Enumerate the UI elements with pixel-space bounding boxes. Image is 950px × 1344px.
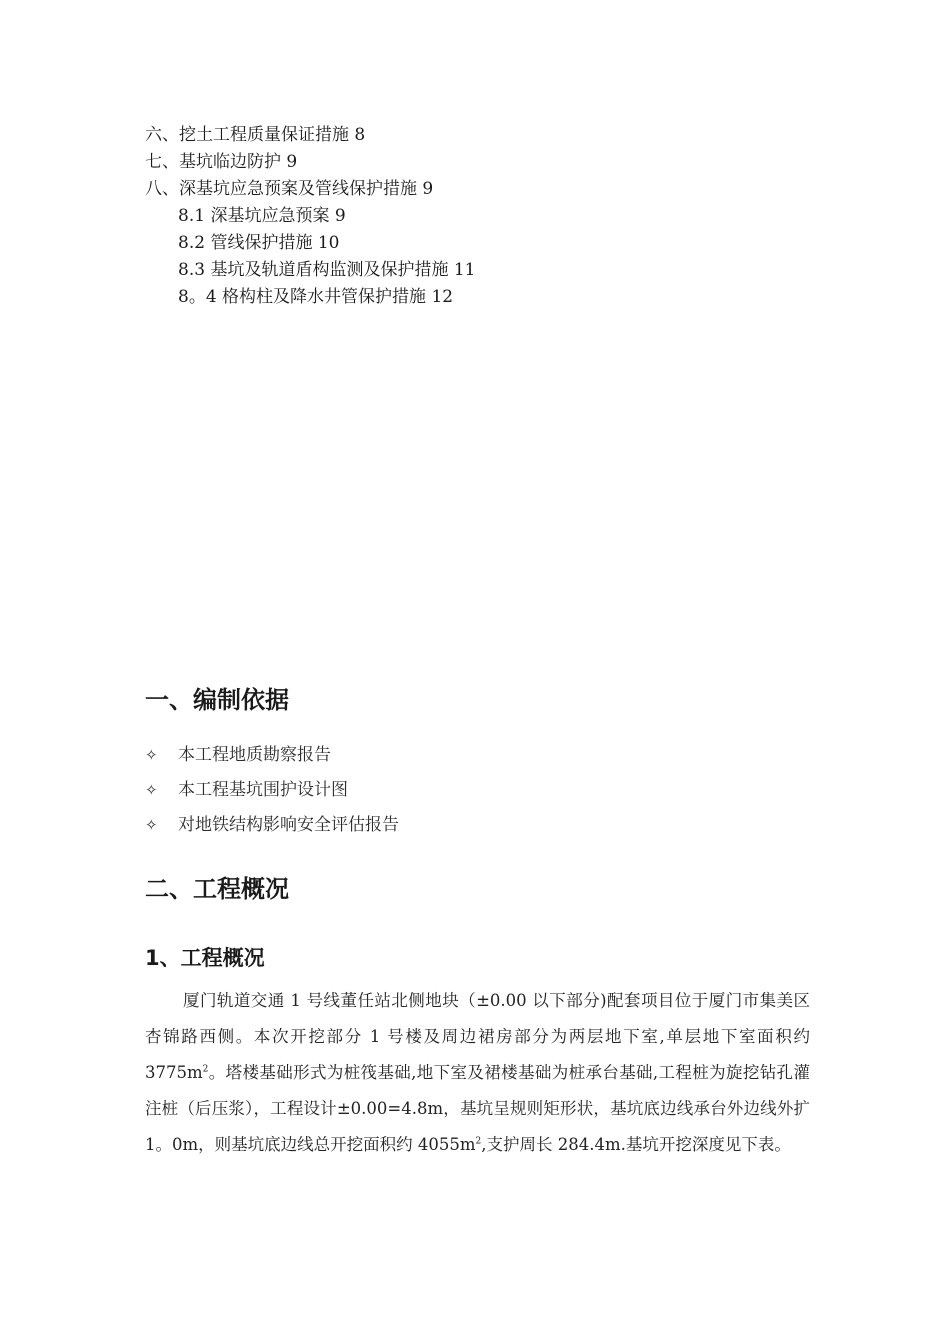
superscript: 2: [475, 1136, 482, 1147]
toc-subentry[interactable]: 8.2 管线保护措施 10: [178, 233, 340, 253]
subsection-heading-overview: 1、工程概况: [145, 946, 265, 970]
diamond-bullet-icon: ✧: [145, 816, 158, 834]
toc-subentry[interactable]: 8.3 基坑及轨道盾构监测及保护措施 11: [178, 260, 476, 280]
bullet-text: 本工程地质勘察报告: [178, 745, 331, 765]
toc-entry[interactable]: 七、基坑临边防护 9: [145, 152, 298, 172]
paragraph-text: ,支护周长 284.4m.基坑开挖深度见下表。: [481, 1135, 791, 1154]
bullet-text: 对地铁结构影响安全评估报告: [178, 815, 399, 835]
toc-subentry[interactable]: 8.1 深基坑应急预案 9: [178, 206, 346, 226]
bullet-item: [145, 811, 805, 846]
section-heading-overview: 二、工程概况: [145, 875, 289, 903]
overview-paragraph: [145, 983, 810, 1163]
paragraph-text: 。塔楼基础形式为桩筏基础,地下室及裙楼基础为桩承台基础,工程桩为旋挖钻孔灌注桩（后压浆），工程设计±0.00=4.8m，基坑呈规则矩形状，基坑底边线承台外边线外扩 1。0m，则基坑底边线总开挖面积约 4055m: [145, 1063, 810, 1154]
toc-entry[interactable]: 六、挖土工程质量保证措施 8: [145, 125, 366, 145]
superscript: 2: [202, 1064, 209, 1075]
toc-entry[interactable]: 八、深基坑应急预案及管线保护措施 9: [145, 179, 434, 199]
diamond-bullet-icon: ✧: [145, 746, 158, 764]
table-of-contents: [145, 122, 845, 311]
bullet-item: [145, 776, 805, 811]
toc-subentry[interactable]: 8。4 格构柱及降水井管保护措施 12: [178, 287, 454, 307]
bullet-text: 本工程基坑围护设计图: [178, 780, 348, 800]
section-heading-basis: 一、编制依据: [145, 686, 289, 714]
bullet-item: [145, 741, 805, 776]
paragraph-text: 厦门轨道交通 1 号线董任站北侧地块（±0.00 以下部分)配套项目位于厦门市集美区杏锦路西侧。本次开挖部分 1 号楼及周边裙房部分为两层地下室,单层地下室面积约 3775m: [145, 991, 810, 1082]
diamond-bullet-icon: ✧: [145, 781, 158, 799]
basis-bullet-list: [145, 741, 805, 846]
